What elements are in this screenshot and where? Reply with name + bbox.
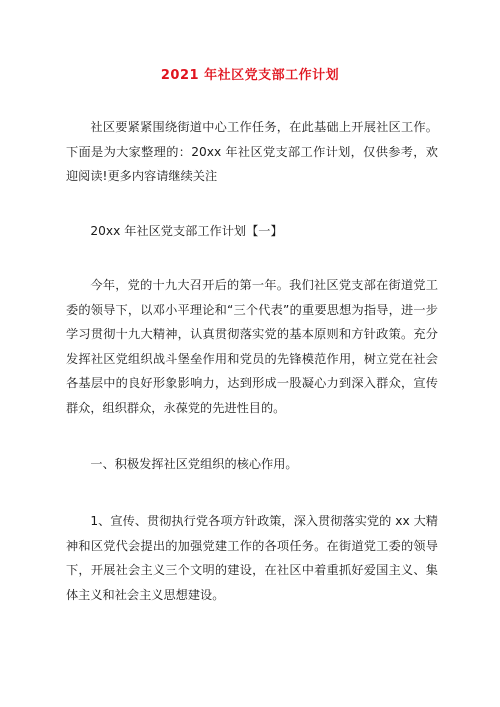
section-subtitle: 20xx 年社区党支部工作计划【一】 [90, 224, 283, 238]
body-paragraph-1: 今年，党的十九大召开后的第一年。我们社区党支部在街道党工委的领导下，以邓小平理论和“三个代表”的重要思想为指导，进一步学习贯彻十九大精神，认真贯彻落实党的基本原则和方针政策。充分发挥社区党组织战斗堡垒作用和党员的先锋模范作用，树立党在社会各基层中的良好形象影响力，达到形成一股凝心力到深入群众，宣传群众，组织群众，永葆党的先进性目的。 [66, 278, 438, 415]
section-heading-1: 一、积极发挥社区党组织的核心作用。 [90, 457, 298, 471]
body-paragraph-2: 1、宣传、贯彻执行党各项方针政策，深入贯彻落实党的 xx 大精神和区党代会提出的加强党建工作的各项任务。在街道党工委的领导下，开展社会主义三个文明的建设，在社区中着重抓好爱国主义、集体主义和社会主义思想建设。 [66, 514, 438, 602]
intro-paragraph: 社区要紧紧围绕街道中心工作任务，在此基础上开展社区工作。下面是为大家整理的：20xx 年社区党支部工作计划，仅供参考，欢迎阅读!更多内容请继续关注 [66, 120, 438, 183]
document-title: 2021 年社区党支部工作计划 [160, 68, 340, 83]
